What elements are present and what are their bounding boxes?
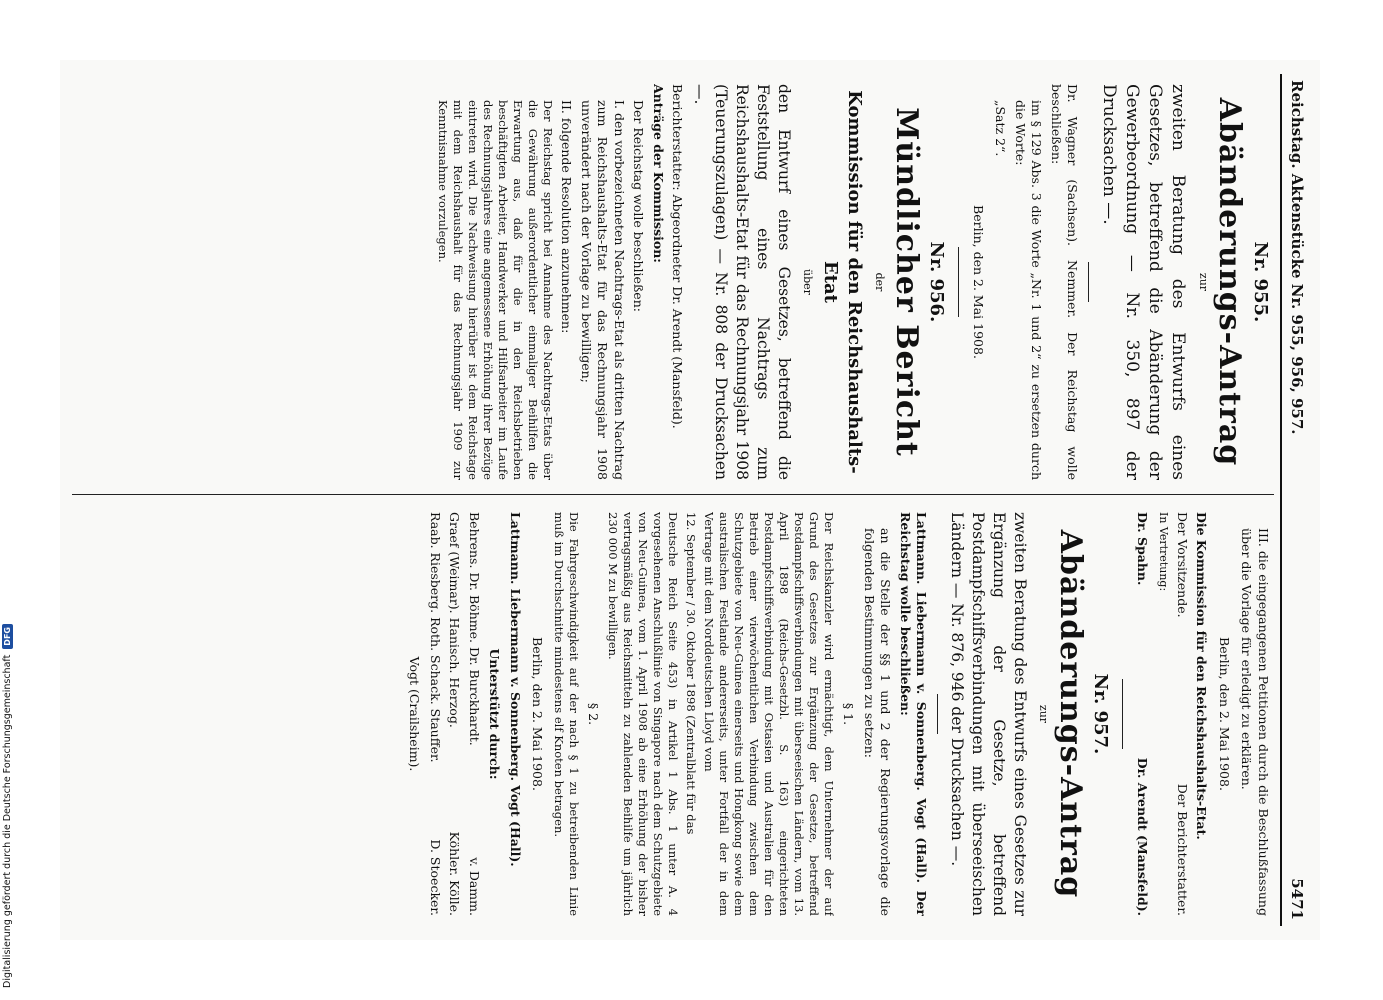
doc-955-zur: zur <box>1196 272 1210 292</box>
doc-955-body: im § 129 Abs. 3 die Worte „Nr. 1 und 2“ zu ersetzen durch die Worte: <box>1012 100 1045 480</box>
doc-955-number: Nr. 955. <box>1250 241 1271 323</box>
doc-957-supporters-row-3 <box>426 512 443 916</box>
doc-955-title: Abänderungs-Antrag <box>1212 97 1248 467</box>
reporter-name: Dr. Arendt (Mansfeld). <box>1134 757 1150 916</box>
doc-956-motions-heading: Anträge der Kommission: <box>650 84 666 263</box>
doc-957-supporters-row-2 <box>446 512 463 916</box>
doc-957 <box>406 512 1113 916</box>
doc-956-item-2: II. folgende Resolution anzunehmen: <box>559 100 575 334</box>
doc-957-paragraph-1: § 1. <box>841 702 857 726</box>
digitization-credit <box>0 0 14 1000</box>
doc-956-reporter: Berichterstatter: Abgeordneter Dr. Arendt (Mansfeld). <box>670 84 686 429</box>
header-rule <box>1280 74 1282 926</box>
supporters-2-right: Köhler. Kölle. <box>447 831 463 916</box>
page-number: 5471 <box>1287 878 1306 920</box>
doc-956-commission-line: Die Kommission für den Reichshaushalts-Etat. <box>1194 512 1210 840</box>
supporters-3-right: D. Stoecker. <box>427 839 443 916</box>
doc-957-supporters-row-4: Vogt (Crailsheim). <box>407 656 423 772</box>
doc-956-signature-roles <box>1174 512 1191 916</box>
doc-957-number: Nr. 957. <box>1090 673 1112 755</box>
credit-text: Digitalisierung gefördert durch die Deutsche Forschungsgemeinschaft <box>1 654 13 988</box>
doc-957-heading: zweiten Beratung des Entwurfs eines Gesetzes zur Ergänzung der Gesetze, betreffend Postdampfschiffsverbindungen mit überseeischen Ländern — Nr. 876, 946 der Drucksachen —. <box>947 512 1029 916</box>
rule <box>1088 262 1089 302</box>
rule <box>1122 679 1123 749</box>
doc-956-date: Berlin, den 2. Mai 1908. <box>1217 637 1232 791</box>
supporters-1-left: Behrens. Dr. Böhme. Dr. Burckhardt. <box>466 512 482 746</box>
chair-role: Der Vorsitzende. <box>1175 512 1190 618</box>
doc-957-paragraph-2-text: Die Fahrgeschwindigkeit auf der nach § 1 zu betreibenden Linie muß im Durchschnitte mindestens elf Knoten betragen. <box>552 512 581 916</box>
doc-956-ueber: über <box>801 269 815 295</box>
doc-957-motion-body: an die Stelle der §§ 1 und 2 der Regierungsvorlage die folgenden Bestimmungen zu setzen: <box>861 528 894 916</box>
doc-956-number: Nr. 956. <box>926 241 948 323</box>
doc-957-paragraph-2: § 2. <box>586 702 602 726</box>
doc-957-date-fraction: 12. September / 30. Oktober 1898 (Zentralblatt für das <box>684 512 699 835</box>
doc-956-title: Mündlicher Bericht <box>888 107 924 457</box>
right-column <box>72 512 1274 916</box>
doc-957-paragraph-1-text: Der Reichskanzler wird ermächtigt, dem Unternehmer der auf Grund des Gesetzes zur Ergänzung der Gesetze, betreffend Postdampfschiffsverbindungen mit überseeischen Ländern, vom 13. April 1898 (Reichs-Gesetzbl. S. 163) eingerichteten Postdampfschiffsverbindung mit Ostasien und Australien für den Betrieb einer vierwöchentlichen Verbindung zwischen dem Schutzgebiete von Neu-Guinea einerseits und Hongkong sowie dem australischen Festlande andererseits, unter Fortfall der in dem Vertrage mit dem Norddeutschen Lloyd vom <box>702 512 836 916</box>
dfg-logo: DFG <box>2 624 13 649</box>
column-divider <box>72 494 1274 495</box>
doc-955-heading: zweiten Beratung des Entwurfs eines Gesetzes, betreffend die Abänderung der Gewerbeordnung — Nr. 350, 897 der Drucksachen —. <box>1099 84 1189 480</box>
supporters-2-left: Graef (Weimar). Hanisch. Herzog. <box>447 512 463 728</box>
supporters-3-left: Raab. Riesberg. Roth. Schack. Stauffer. <box>427 512 443 763</box>
doc-957-signers: Lattmann. Liebermann v. Sonnenberg. Vogt (Hall). <box>507 512 523 867</box>
doc-956-continued <box>1122 512 1271 916</box>
doc-957-motion: Lattmann. Liebermann v. Sonnenberg. Vogt (Hall). Der Reichstag wolle beschließen: <box>897 512 930 916</box>
rule <box>937 694 938 734</box>
doc-955 <box>958 84 1272 480</box>
running-header <box>1286 80 1312 920</box>
doc-957-support: Unterstützt durch: <box>487 648 503 780</box>
doc-957-paragraph-1-text-2: Deutsche Reich Seite 453) in Artikel 1 Abs. 1 unter A. 4 vorgesehenen Anschlußlinie von Singapore nach dem Schutzgebiete von Neu-Guinea, vom 1. April 1908 ab eine Erhöhung der bisher vertragsmäßig aus Reichsmitteln zu zahlenden Beihilfe um jährlich 230 000 M zu bewilligen. <box>606 512 681 916</box>
doc-957-zur: zur <box>1037 704 1051 724</box>
rule <box>958 247 959 317</box>
doc-955-date: Berlin, den 2. Mai 1908. <box>970 205 986 359</box>
left-column <box>72 84 1274 480</box>
doc-956-item-1: I. den vorbezeichneten Nachtrags-Etat als dritten Nachtrag zum Reichshaushalts-Etat für das Rechnungsjahr 1908 unverändert nach der Vorlage zu bewilligen; <box>578 100 627 480</box>
doc-957-date: Berlin, den 2. Mai 1908. <box>530 637 546 791</box>
newspaper-page <box>60 60 1320 940</box>
chair-name: Dr. Spahn. <box>1134 512 1150 586</box>
doc-956-item-3: III. die eingegangenen Petitionen durch die Beschlußfassung über die Vorlage für erledigt zu erklären. <box>1239 528 1271 916</box>
doc-955-motion: Dr. Wagner (Sachsen). Nemmer. Der Reichstag wolle beschließen: <box>1048 84 1081 480</box>
doc-956-motions-intro: Der Reichstag wolle beschließen: <box>631 100 647 312</box>
chair-deputy: In Vertretung: <box>1157 512 1171 592</box>
doc-956-resolution: Der Reichstag spricht bei Annahme des Nachtrags-Etats über die Gewährung außerordentlicher einmaliger Beihilfen die Erwartung aus, daß für die in den Reichsbetrieben beschäftigten Arbeiter, Handwerker und Hilfsarbeiter im Laufe des Rechnungsjahres eine angemessene Erhöhung ihrer Bezüge eintreten wird. Die Nachweisung hierüber ist dem Reichstage mit dem Reichshaushalt für das Rechnungsjahr 1909 zur Kenntnisnahme vorzulegen. <box>436 100 555 480</box>
doc-957-title: Abänderungs-Antrag <box>1052 529 1088 899</box>
supporters-1-right: v. Damm. <box>466 857 482 916</box>
doc-956 <box>435 84 948 480</box>
doc-955-quote: „Satz 2“. <box>993 100 1009 157</box>
reporter-role: Der Berichterstatter. <box>1175 783 1190 916</box>
header-title: Reichstag. Aktenstücke Nr. 955, 956, 957. <box>1287 80 1306 435</box>
doc-956-der: der <box>873 272 887 292</box>
doc-956-signature-names <box>1133 512 1150 916</box>
doc-956-heading: den Entwurf eines Gesetzes, betreffend die Feststellung eines Nachtrags zum Reichshaushalts-Etat für das Rechnungsjahr 1908 (Teuerungszulagen) — Nr. 808 der Drucksachen —. <box>691 84 793 480</box>
doc-956-commission: Kommission für den Reichshaushalts-Etat <box>819 90 865 474</box>
doc-957-supporters-row-1 <box>465 512 482 916</box>
